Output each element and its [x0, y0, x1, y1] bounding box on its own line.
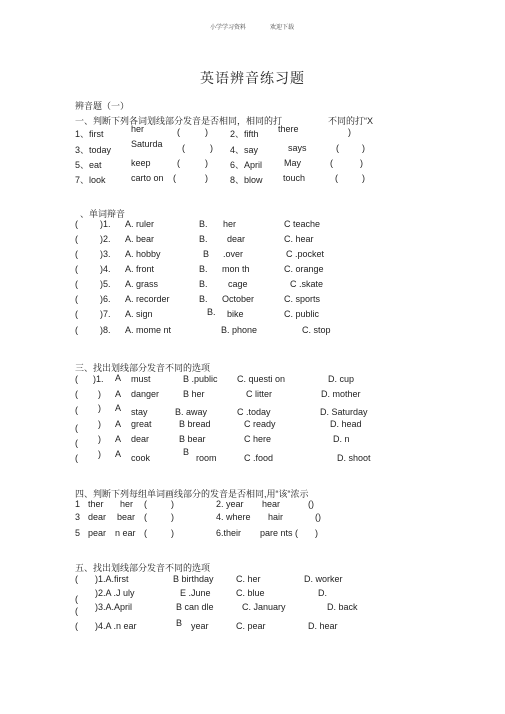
word: 2、fifth — [230, 129, 259, 139]
section4-heading: 四、判断下列每组单词画线部分的发音是否相同,用“该“浓示 — [75, 489, 309, 499]
word: keep — [131, 158, 151, 168]
header-right: 欢迎下载 — [270, 25, 295, 31]
word: her — [131, 124, 145, 134]
word: 1、first — [75, 129, 104, 139]
bracket: ( — [330, 158, 333, 168]
word: 3、today — [75, 145, 112, 155]
section1-heading-tail: 不同的打“X — [328, 116, 374, 126]
header-left: 小学学习资料 — [210, 25, 247, 31]
bracket: ( — [336, 143, 339, 153]
word: 4、say — [230, 145, 259, 155]
bracket: ( — [335, 173, 338, 183]
bracket: ) — [210, 143, 213, 153]
section3-heading: 三、找出划线部分发音不同的选项 — [75, 363, 211, 373]
word: 6、April — [230, 160, 263, 170]
section1-heading: 一、判断下列各词划线部分发音是否相同，相同的打 — [75, 116, 283, 126]
word: says — [288, 143, 307, 153]
word: touch — [283, 173, 306, 183]
bracket: ( — [177, 158, 180, 168]
section2-heading: 、单词辩音 — [80, 209, 126, 219]
section5-heading: 五、找出划线部分发音不同的选项 — [75, 563, 211, 573]
word: 5、eat — [75, 160, 102, 170]
bracket: ( — [173, 173, 176, 183]
page-title: 英语辨音练习题 — [200, 70, 305, 86]
bracket: ) — [360, 158, 363, 168]
word: May — [284, 158, 302, 168]
word: Saturda — [131, 139, 163, 149]
bracket: ) — [362, 173, 365, 183]
bracket: ( — [182, 143, 185, 153]
bracket: ) — [362, 143, 365, 153]
bracket: ) — [205, 127, 208, 137]
bracket: ) — [205, 158, 208, 168]
word: there — [278, 124, 299, 134]
bracket: ( — [177, 127, 180, 137]
bracket: ) — [205, 173, 208, 183]
word: 8、blow — [230, 175, 263, 185]
bracket: ) — [348, 127, 351, 137]
subtitle: 辨音题（一） — [75, 101, 130, 111]
word: carto on — [131, 173, 164, 183]
word: 7、look — [75, 175, 106, 185]
